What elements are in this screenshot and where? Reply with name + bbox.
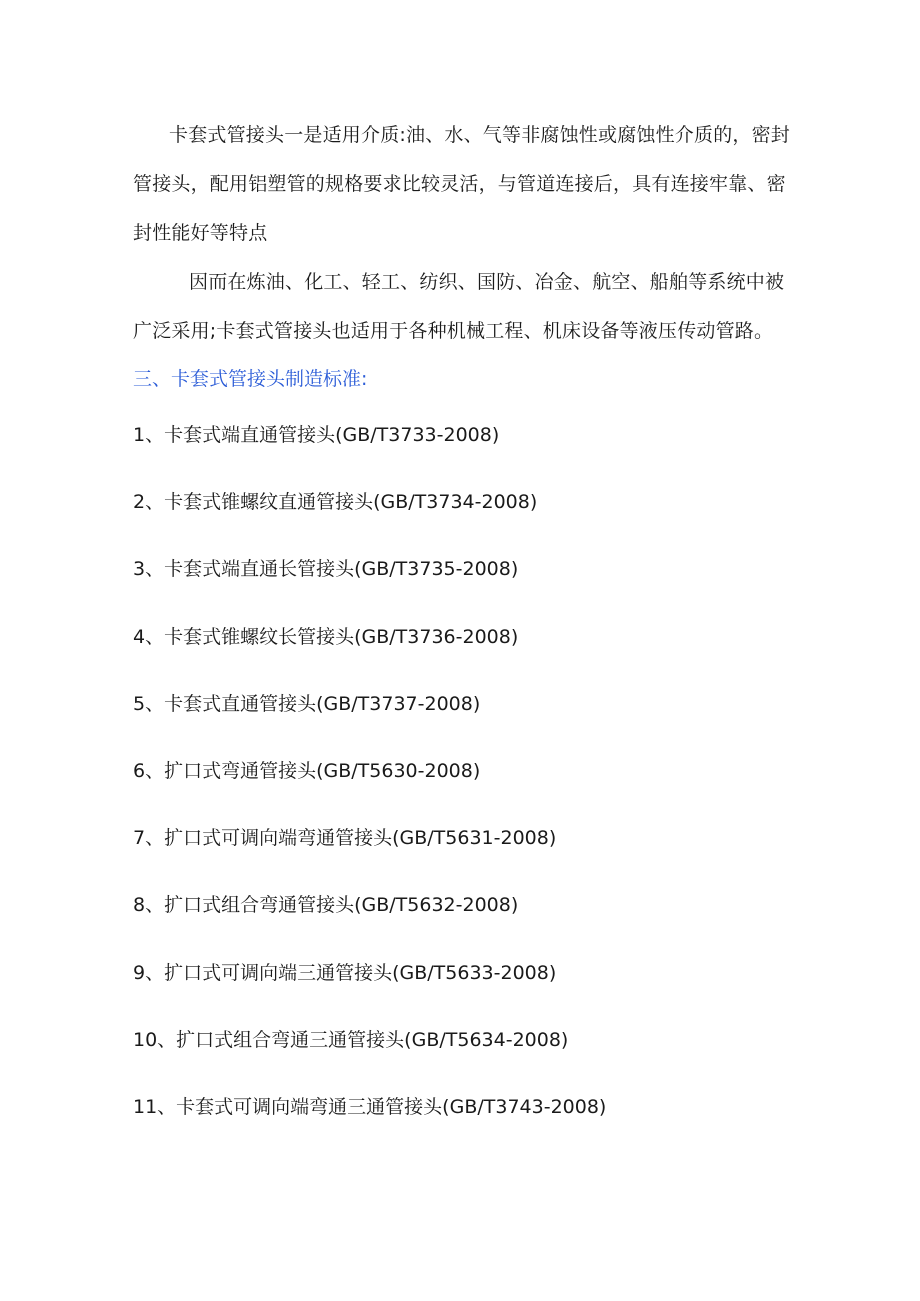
standards-list [133,418,606,1157]
intro-paragraph-1: 卡套式管接头一是适用介质:油、水、气等非腐蚀性或腐蚀性介质的，密封管接头，配用铝塑管的规格要求比较灵活，与管道连接后，具有连接牢靠、密封性能好等特点 [133,124,791,244]
list-item: 3、卡套式端直通长管接头(GB/T3735-2008) [133,558,519,581]
list-item: 8、扩口式组合弯通管接头(GB/T5632-2008) [133,894,519,917]
list-item: 9、扩口式可调向端三通管接头(GB/T5633-2008) [133,961,557,984]
section-heading: 三、卡套式管接头制造标准: [133,368,368,390]
list-item: 10、扩口式组合弯通三通管接头(GB/T5634-2008) [133,1028,569,1051]
list-item: 5、卡套式直通管接头(GB/T3737-2008) [133,692,481,715]
intro-paragraph-2: 因而在炼油、化工、轻工、纺织、国防、冶金、航空、船舶等系统中被广泛采用;卡套式管接头也适用于各种机械工程、机床设备等液压传动管路。 [133,271,785,342]
list-item: 1、卡套式端直通管接头(GB/T3733-2008) [133,424,500,446]
list-item: 2、卡套式锥螺纹直通管接头(GB/T3734-2008) [133,491,538,514]
list-item: 6、扩口式弯通管接头(GB/T5630-2008) [133,759,481,782]
list-item: 7、扩口式可调向端弯通管接头(GB/T5631-2008) [133,827,557,850]
list-item: 11、卡套式可调向端弯通三通管接头(GB/T3743-2008) [133,1095,607,1118]
list-item: 4、卡套式锥螺纹长管接头(GB/T3736-2008) [133,625,519,648]
